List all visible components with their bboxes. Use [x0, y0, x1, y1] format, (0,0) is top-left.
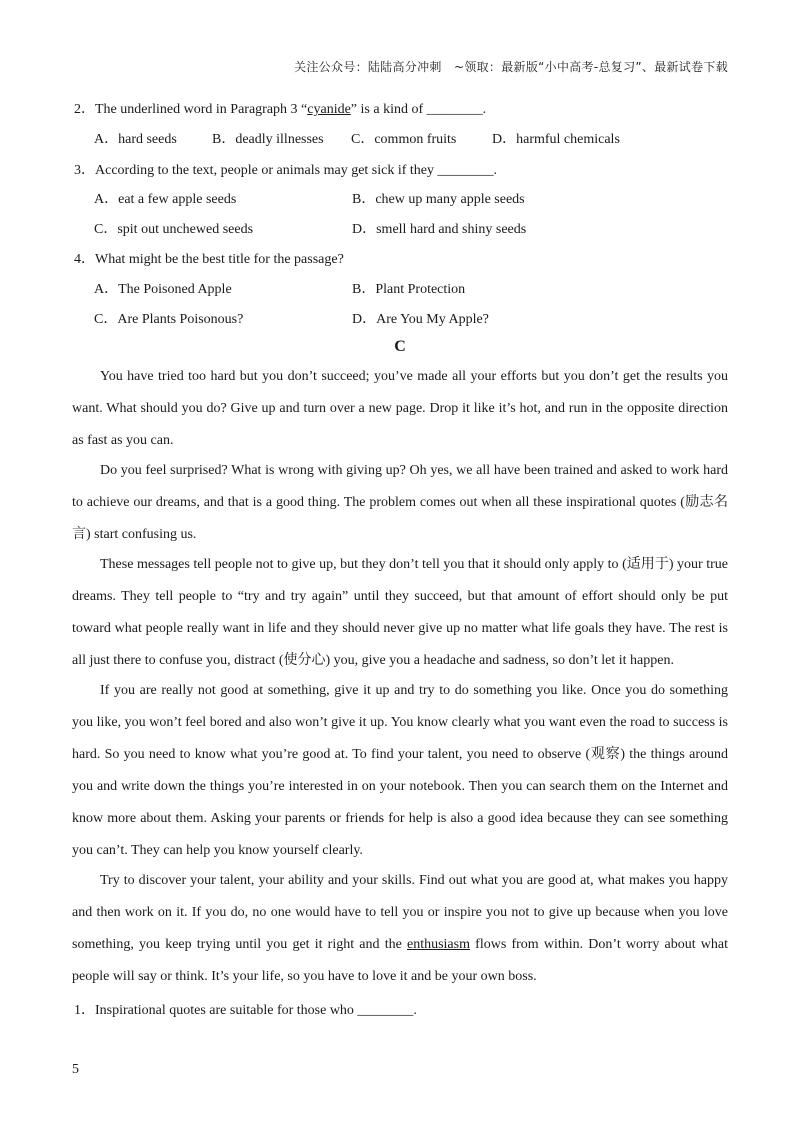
question-3	[74, 159, 497, 179]
passage-paragraph-5	[72, 865, 728, 993]
question-number: 4．	[74, 252, 95, 267]
page-header: 关注公众号：陆陆高分冲刺 ~领取：最新版“小中高考-总复习”、最新试卷下载	[294, 60, 728, 74]
passage-paragraph-2: Do you feel surprised? What is wrong with giving up? Oh yes, we all have been trained and asked to work hard to achieve our dreams, and that is a good thing. The problem comes out when all these inspirational quotes (励志名言) start confusing us.	[72, 463, 728, 542]
passage-paragraph-4: If you are really not good at something, give it up and try to do something you like. Once you do something you like, you won’t feel bored and also won’t give it up. You know clearly what you want even the road to success is hard. So you need to know what you’re good at. To find your talent, you need to observe (观察) the things around you and write down the things you’re interested in on your notebook. Then you can search them on the Internet and know more about them. Asking your parents or friends for help is also a good idea because they can see something you can’t. They can help you know yourself clearly.	[72, 683, 728, 858]
option-a: A．hard seeds	[94, 132, 177, 147]
option-d: D．smell hard and shiny seeds	[352, 222, 527, 237]
question-stem-end: ” is a kind of ________.	[350, 102, 487, 117]
option-a: A．eat a few apple seeds	[94, 192, 237, 207]
question-number: 3．	[74, 163, 95, 178]
option-c: C．Are Plants Poisonous?	[94, 312, 244, 327]
question-2	[74, 98, 486, 118]
option-c: C．spit out unchewed seeds	[94, 222, 254, 237]
question-stem: What might be the best title for the passage?	[95, 252, 344, 267]
option-b: B．deadly illnesses	[212, 132, 324, 147]
option-d: D．Are You My Apple?	[352, 312, 489, 327]
question-4	[74, 248, 344, 268]
question-stem: According to the text, people or animals may get sick if they ________.	[95, 163, 498, 178]
question-number: 2．	[74, 102, 95, 117]
paragraph-text-end: flows from within. Don’t worry about what people will say or think. It’s your life, so you have to love it and be your own boss.	[72, 937, 729, 984]
passage-paragraph-1: You have tried too hard but you don’t succeed; you’ve made all your efforts but you don’t get the results you want. What should you do? Give up and turn over a new page. Drop it like it’s hot, and run in the opposite direction as fast as you can.	[72, 369, 728, 448]
paragraph-text: Try to discover your talent, your ability and your skills. Find out what you are good at, what makes you happy and then work on it. If you do, no one would have to tell you or inspire you not to give up because when you love something, you keep trying until you get it right and the	[72, 873, 728, 952]
option-b: B．Plant Protection	[352, 282, 466, 297]
option-b: B．chew up many apple seeds	[352, 192, 525, 207]
underlined-word: enthusiasm	[406, 937, 470, 952]
page-number: 5	[72, 1062, 79, 1077]
question-stem: The underlined word in Paragraph 3 “	[95, 102, 308, 117]
underlined-word: cyanide	[307, 102, 351, 117]
option-d: D．harmful chemicals	[492, 132, 620, 147]
section-title: C	[394, 338, 406, 355]
question-c-1: 1．Inspirational quotes are suitable for those who ________.	[74, 1003, 417, 1018]
option-a: A．The Poisoned Apple	[94, 282, 232, 297]
passage-paragraph-3: These messages tell people not to give up, but they don’t tell you that it should only apply to (适用于) your true dreams. They tell people to “try and try again” until they succeed, but that amount of effort should only be put toward what people really want in life and they should never give up no matter what life goals they have. The rest is all just there to confuse you, distract (使分心) you, give you a headache and sadness, so don’t let it happen.	[72, 557, 728, 668]
option-c: C．common fruits	[351, 132, 457, 147]
